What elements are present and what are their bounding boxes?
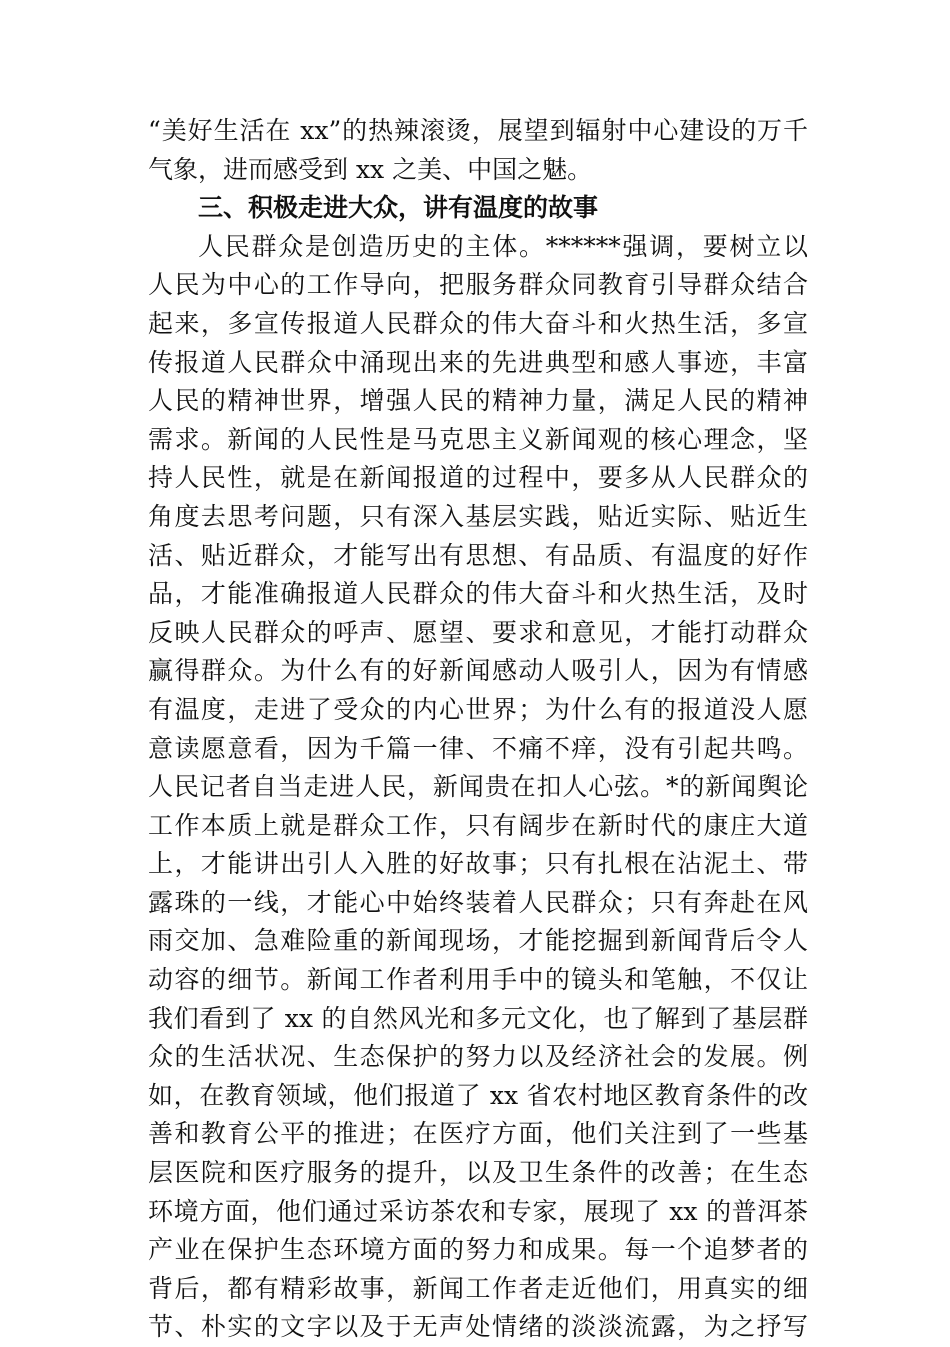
paragraph-line: 品，才能准确报道人民群众的伟大奋斗和火热生活，及时 (148, 579, 808, 609)
paragraph-line: 善和教育公平的推进；在医疗方面，他们关注到了一些基 (148, 1119, 808, 1149)
paragraph-line: 持人民性，就是在新闻报道的过程中，要多从人民群众的 (148, 463, 808, 493)
paragraph-line: 角度去思考问题，只有深入基层实践，贴近实际、贴近生 (148, 501, 808, 531)
paragraph-line: 人民为中心的工作导向，把服务群众同教育引导群众结合 (148, 270, 808, 300)
paragraph-line: 上，才能讲出引人入胜的好故事；只有扎根在沾泥土、带 (148, 849, 808, 879)
paragraph-line: 层医院和医疗服务的提升，以及卫生条件的改善；在生态 (148, 1158, 808, 1188)
paragraph-line: 众的生活状况、生态保护的努力以及经济社会的发展。例 (148, 1042, 808, 1072)
paragraph-line: 传报道人民群众中涌现出来的先进典型和感人事迹，丰富 (148, 347, 808, 377)
paragraph-line: “美好生活在 xx”的热辣滚烫，展望到辐射中心建设的万千 (148, 116, 808, 145)
paragraph-line: 产业在保护生态环境方面的努力和成果。每一个追梦者的 (148, 1235, 808, 1265)
document-body (148, 112, 808, 1347)
paragraph-line: 露珠的一线，才能心中始终装着人民群众；只有奔赴在风 (148, 887, 808, 917)
paragraph-line: 活、贴近群众，才能写出有思想、有品质、有温度的好作 (148, 540, 808, 570)
paragraph-line: 反映人民群众的呼声、愿望、要求和意见，才能打动群众 (148, 617, 808, 647)
paragraph-line: 有温度，走进了受众的内心世界；为什么有的报道没人愿 (148, 694, 808, 724)
paragraph-line: 雨交加、急难险重的新闻现场，才能挖掘到新闻背后令人 (148, 926, 808, 956)
paragraph-line: 动容的细节。新闻工作者利用手中的镜头和笔触，不仅让 (148, 965, 808, 995)
paragraph-line: 节、朴实的文字以及于无声处情绪的淡淡流露，为之抒写 (148, 1312, 808, 1342)
paragraph-line: 人民记者自当走进人民，新闻贵在扣人心弦。*的新闻舆论 (148, 772, 808, 802)
paragraph-line: 起来，多宣传报道人民群众的伟大奋斗和火热生活，多宣 (148, 308, 808, 338)
paragraph-line: 气象，进而感受到 xx 之美、中国之魅。 (148, 154, 593, 184)
section-heading: 三、积极走进大众，讲有温度的故事 (198, 193, 599, 223)
paragraph-line: 赢得群众。为什么有的好新闻感动人吸引人，因为有情感 (148, 656, 808, 686)
paragraph-line: 人民的精神世界，增强人民的精神力量，满足人民的精神 (148, 386, 808, 416)
paragraph-line: 我们看到了 xx 的自然风光和多元文化，也了解到了基层群 (148, 1003, 808, 1033)
paragraph-line: 工作本质上就是群众工作，只有阔步在新时代的康庄大道 (148, 810, 808, 840)
paragraph-line: 如，在教育领域，他们报道了 xx 省农村地区教育条件的改 (148, 1080, 808, 1110)
paragraph-line: 意读愿意看，因为千篇一律、不痛不痒，没有引起共鸣。 (148, 733, 808, 763)
paragraph-line: 环境方面，他们通过采访茶农和专家，展现了 xx 的普洱茶 (148, 1196, 808, 1226)
paragraph-line: 背后，都有精彩故事，新闻工作者走近他们，用真实的细 (148, 1273, 808, 1303)
paragraph-line: 需求。新闻的人民性是马克思主义新闻观的核心理念，坚 (148, 424, 808, 454)
paragraph-line: 人民群众是创造历史的主体。******强调，要树立以 (198, 231, 808, 261)
